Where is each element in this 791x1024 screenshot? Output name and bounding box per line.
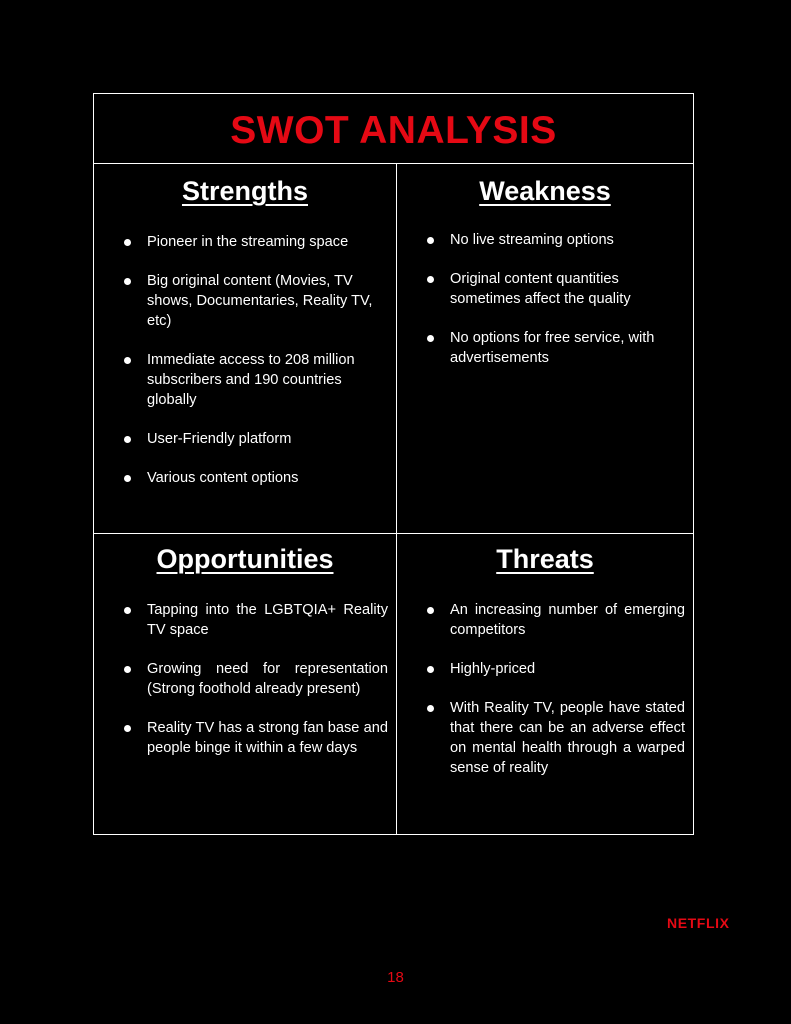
bullet-icon <box>427 666 434 673</box>
list-item: Highly-priced <box>427 659 685 679</box>
list-item: No options for free service, with advertisements <box>427 328 685 368</box>
opportunities-quadrant <box>94 534 397 834</box>
bullet-icon <box>124 475 131 482</box>
strengths-list <box>124 232 388 507</box>
bullet-icon <box>124 436 131 443</box>
netflix-logo: NETFLIX <box>667 915 730 931</box>
bullet-icon <box>427 607 434 614</box>
bullet-icon <box>427 335 434 342</box>
threats-heading: Threats <box>496 544 594 574</box>
weakness-list <box>427 230 685 387</box>
strengths-quadrant <box>94 164 397 534</box>
bullet-icon <box>124 666 131 673</box>
bullet-icon <box>427 237 434 244</box>
bullet-icon <box>124 725 131 732</box>
swot-table <box>93 93 694 835</box>
strengths-heading: Strengths <box>181 176 308 206</box>
bullet-icon <box>427 705 434 712</box>
bullet-icon <box>427 276 434 283</box>
page-number: 18 <box>387 969 404 986</box>
weakness-quadrant <box>397 164 693 534</box>
list-item: No live streaming options <box>427 230 685 250</box>
list-item: Immediate access to 208 million subscribers and 190 countries globally <box>124 350 388 410</box>
threats-list <box>427 600 685 797</box>
list-item: Reality TV has a strong fan base and people binge it within a few days <box>124 718 388 758</box>
bullet-icon <box>124 278 131 285</box>
list-item: Tapping into the LGBTQIA+ Reality TV space <box>124 600 388 640</box>
list-item: User-Friendly platform <box>124 429 388 449</box>
threats-quadrant <box>397 534 693 834</box>
list-item: With Reality TV, people have stated that there can be an adverse effect on mental health through a warped sense of reality <box>427 698 685 778</box>
bullet-icon <box>124 607 131 614</box>
list-item: Various content options <box>124 468 388 488</box>
title-row <box>94 94 693 164</box>
page-title: SWOT ANALYSIS <box>230 109 557 152</box>
opportunities-list <box>124 600 388 777</box>
list-item: Pioneer in the streaming space <box>124 232 388 252</box>
bullet-icon <box>124 357 131 364</box>
list-item: An increasing number of emerging competitors <box>427 600 685 640</box>
weakness-heading: Weakness <box>479 176 611 206</box>
list-item: Growing need for representation (Strong foothold already present) <box>124 659 388 699</box>
list-item: Big original content (Movies, TV shows, Documentaries, Reality TV, etc) <box>124 271 388 331</box>
bullet-icon <box>124 239 131 246</box>
list-item: Original content quantities sometimes affect the quality <box>427 269 685 309</box>
opportunities-heading: Opportunities <box>156 544 334 574</box>
